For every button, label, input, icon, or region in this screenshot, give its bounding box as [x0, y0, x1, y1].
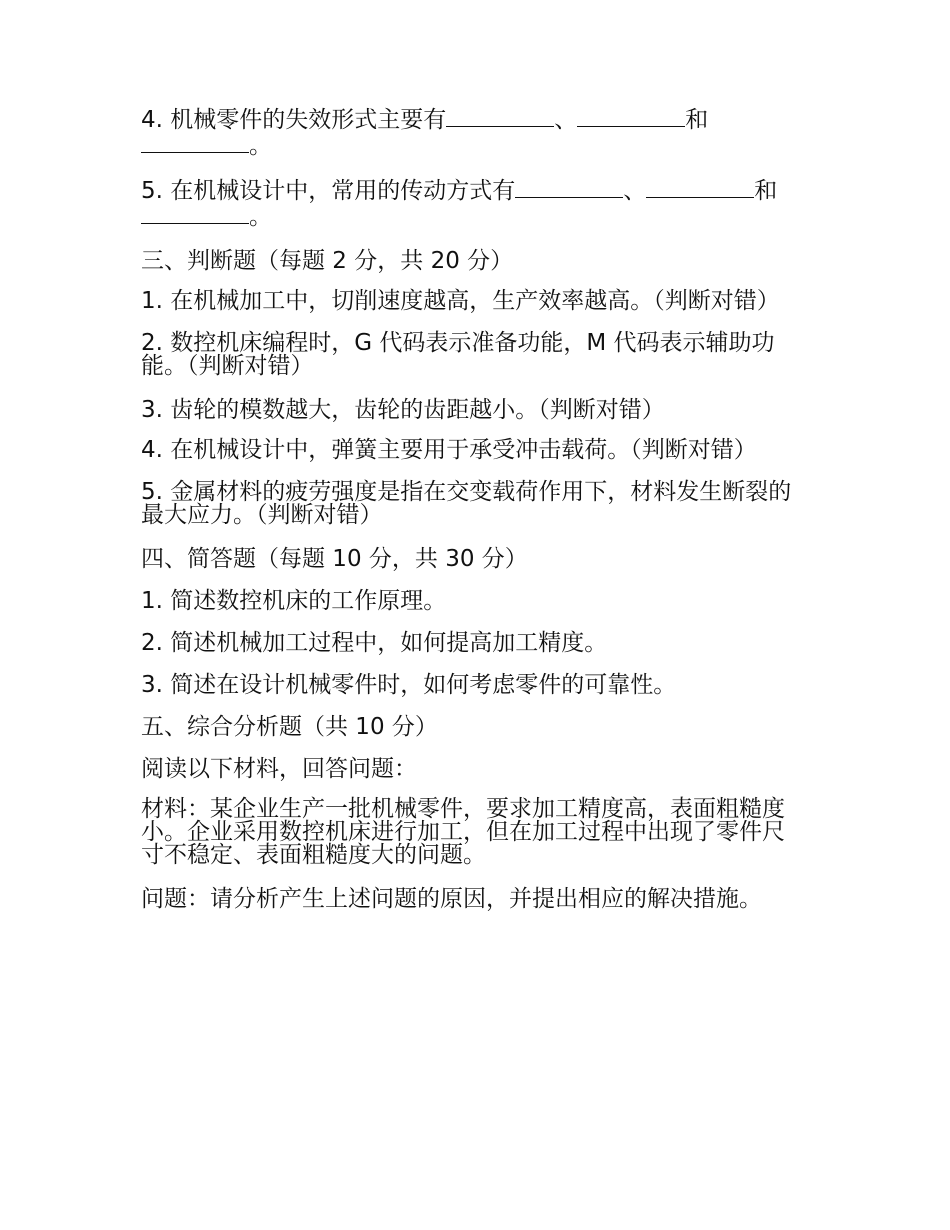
- separator: 、: [623, 178, 647, 204]
- answer-blank: [141, 132, 249, 153]
- answer-blank: [577, 106, 685, 127]
- true-false-item: 3. 齿轮的模数越大，齿轮的齿距越小。（判断对错）: [141, 397, 665, 423]
- section-4-heading: 四、简答题（每题 10 分，共 30 分）: [141, 546, 528, 572]
- question-text: 4. 机械零件的失效形式主要有: [141, 107, 447, 133]
- separator: 和: [685, 107, 709, 133]
- true-false-item: 2. 数控机床编程时，G 代码表示准备功能，M 代码表示辅助功能。（判断对错）: [141, 330, 775, 379]
- section-5-heading: 五、综合分析题（共 10 分）: [141, 714, 438, 740]
- short-answer-item: 2. 简述机械加工过程中，如何提高加工精度。: [141, 630, 608, 656]
- separator: 、: [554, 107, 578, 133]
- fill-in-question-5: [141, 177, 801, 229]
- terminator: 。: [249, 204, 272, 230]
- section-5-question: 问题：请分析产生上述问题的原因，并提出相应的解决措施。: [141, 886, 762, 912]
- section-3-heading: 三、判断题（每题 2 分，共 20 分）: [141, 248, 514, 274]
- short-answer-item: 3. 简述在设计机械零件时，如何考虑零件的可靠性。: [141, 672, 677, 698]
- true-false-item: 4. 在机械设计中，弹簧主要用于承受冲击载荷。（判断对错）: [141, 437, 757, 463]
- answer-blank: [141, 203, 249, 224]
- answer-blank: [446, 106, 554, 127]
- true-false-item: 1. 在机械加工中，切削速度越高，生产效率越高。（判断对错）: [141, 288, 780, 314]
- true-false-item: 5. 金属材料的疲劳强度是指在交变载荷作用下，材料发生断裂的最大应力。（判断对错）: [141, 479, 792, 528]
- section-5-intro: 阅读以下材料，回答问题：: [141, 756, 417, 782]
- fill-in-question-4: [141, 106, 801, 158]
- answer-blank: [515, 177, 623, 198]
- separator: 和: [754, 178, 778, 204]
- answer-blank: [646, 177, 754, 198]
- document-content: [141, 106, 801, 928]
- section-5-material: 材料：某企业生产一批机械零件，要求加工精度高，表面粗糙度小。企业采用数控机床进行加工，但在加工过程中出现了零件尺寸不稳定、表面粗糙度大的问题。: [141, 796, 785, 868]
- terminator: 。: [249, 133, 272, 159]
- question-text: 5. 在机械设计中，常用的传动方式有: [141, 178, 516, 204]
- short-answer-item: 1. 简述数控机床的工作原理。: [141, 588, 447, 614]
